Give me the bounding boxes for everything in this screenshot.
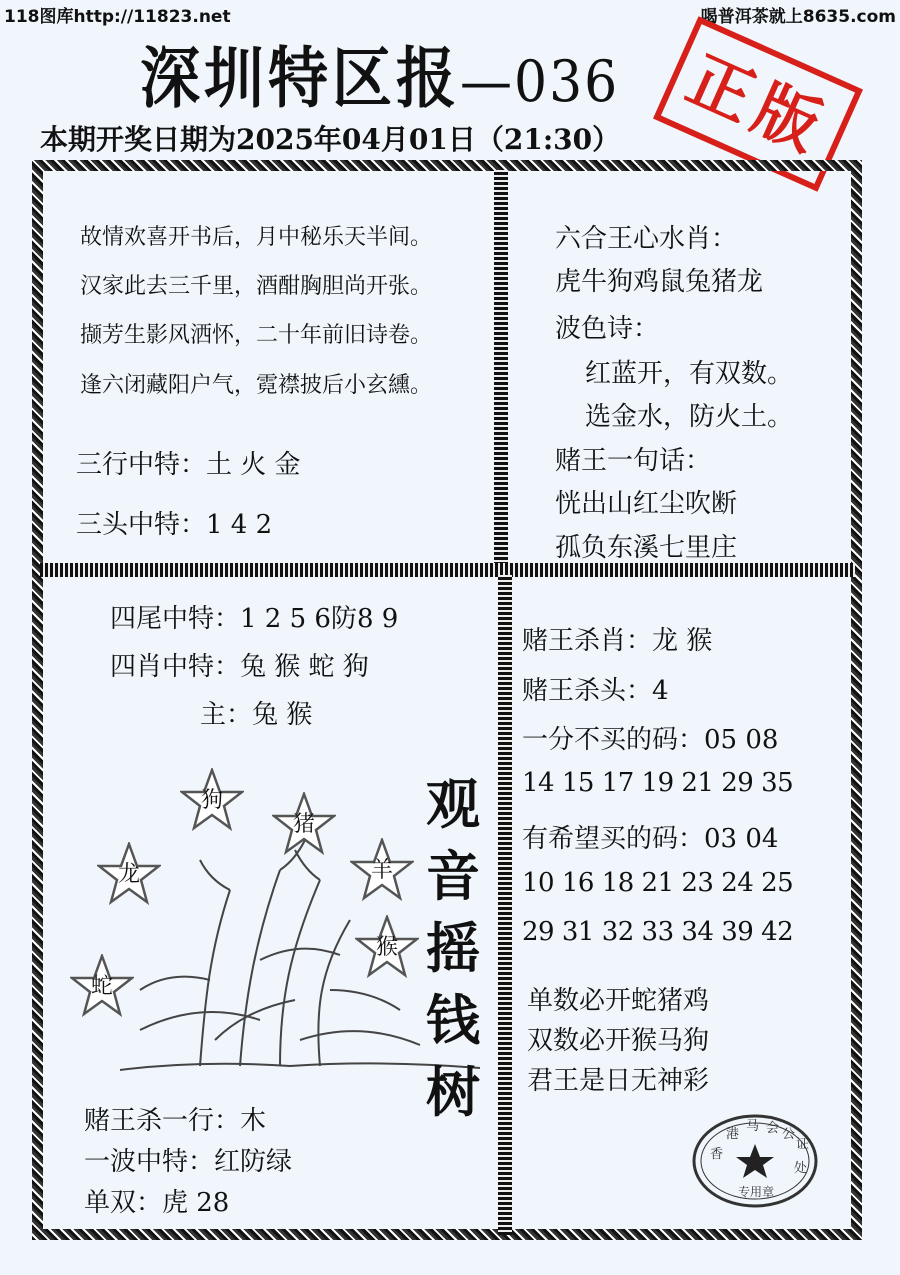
star-label: 猪 [292, 812, 315, 837]
svg-text:证: 证 [796, 1137, 810, 1152]
svg-text:马: 马 [746, 1119, 760, 1134]
one-sentence-line: 恍出山红尘吹断 [555, 489, 738, 519]
poem-line: 撷芳生影风洒怀，二十年前旧诗卷。 [80, 323, 433, 348]
divider-bottom [498, 575, 512, 1235]
main-zodiac: 主：兔 猴 [200, 700, 313, 730]
avoid-numbers: 14 15 17 19 21 29 35 [522, 768, 794, 798]
star-label: 猴 [375, 935, 398, 960]
hope-numbers-label: 有希望买的码：03 04 [522, 824, 779, 854]
closing-line: 君王是日无神彩 [527, 1066, 710, 1096]
hope-numbers: 29 31 32 33 34 39 42 [522, 917, 794, 947]
four-tails: 四尾中特：1 2 5 6防8 9 [110, 604, 399, 634]
title-char: 观 [426, 772, 480, 836]
title-char: 音 [426, 844, 480, 908]
svg-text:处: 处 [794, 1161, 808, 1176]
issue-number: —036 [460, 49, 620, 116]
one-sentence-line: 孤负东溪七里庄 [555, 533, 738, 563]
star-zodiac-pig [272, 792, 336, 856]
color-poem-line: 红蓝开，有双数。 [585, 359, 794, 389]
money-tree-title [418, 768, 488, 1128]
title-text: 深圳特区报 [140, 40, 460, 118]
hope-numbers: 10 16 18 21 23 24 25 [522, 868, 794, 898]
four-zodiac: 四肖中特：兔 猴 蛇 狗 [110, 652, 369, 682]
odd-even: 单双：虎 28 [84, 1188, 230, 1218]
site-url-right: 喝普洱茶就上8635.com [700, 7, 896, 27]
one-sentence-label: 赌王一句话： [555, 446, 712, 476]
svg-text:港: 港 [726, 1127, 740, 1142]
star-zodiac-dog [180, 768, 244, 832]
page-title [140, 26, 619, 121]
svg-text:公: 公 [782, 1127, 796, 1142]
three-elements: 三行中特：土 火 金 [76, 450, 301, 480]
star-zodiac-snake [70, 954, 134, 1018]
star-label: 羊 [370, 858, 393, 883]
svg-text:会: 会 [766, 1121, 780, 1136]
poem-line: 逢六闭藏阳户气，霓襟披后小玄纁。 [80, 373, 433, 398]
kill-zodiac: 赌王杀肖：龙 猴 [522, 626, 713, 656]
wave-color: 一波中特：红防绿 [84, 1147, 293, 1177]
authentic-stamp: 正版 [653, 16, 863, 192]
star-zodiac-dragon [97, 842, 161, 906]
title-char: 摇 [426, 916, 480, 980]
divider-middle [40, 563, 855, 577]
three-heads: 三头中特：1 4 2 [76, 510, 273, 540]
poem-line: 故情欢喜开书后，月中秘乐天半间。 [80, 225, 433, 250]
closing-line: 单数必开蛇猪鸡 [527, 986, 710, 1016]
kill-head: 赌王杀头：4 [522, 676, 669, 706]
heart-zodiac-label: 六合王心水肖： [555, 224, 738, 254]
color-poem-label: 波色诗： [555, 314, 660, 344]
heart-zodiac-list: 虎牛狗鸡鼠兔猪龙 [555, 267, 764, 297]
draw-date: 本期开奖日期为2025年04月01日（21:30） [40, 123, 621, 156]
svg-text:专用章: 专用章 [738, 1185, 775, 1199]
closing-line: 双数必开猴马狗 [527, 1026, 710, 1056]
title-char: 树 [426, 1060, 480, 1124]
svg-text:香: 香 [710, 1147, 724, 1162]
star-label: 狗 [200, 788, 223, 813]
poem-line: 汉家此去三千里，酒酣胸胆尚开张。 [80, 274, 433, 299]
star-zodiac-goat [350, 838, 414, 902]
star-zodiac-monkey [355, 915, 419, 979]
star-label: 蛇 [90, 974, 113, 999]
divider-top [494, 170, 508, 565]
color-poem-line: 选金水，防火土。 [585, 402, 794, 432]
site-url-left: 118图库http://11823.net [4, 7, 231, 27]
star-label: 龙 [117, 862, 140, 887]
notary-seal [690, 1112, 820, 1210]
kill-element: 赌王杀一行：木 [84, 1106, 267, 1136]
avoid-numbers-label: 一分不买的码：05 08 [522, 725, 779, 755]
title-char: 钱 [426, 988, 480, 1052]
